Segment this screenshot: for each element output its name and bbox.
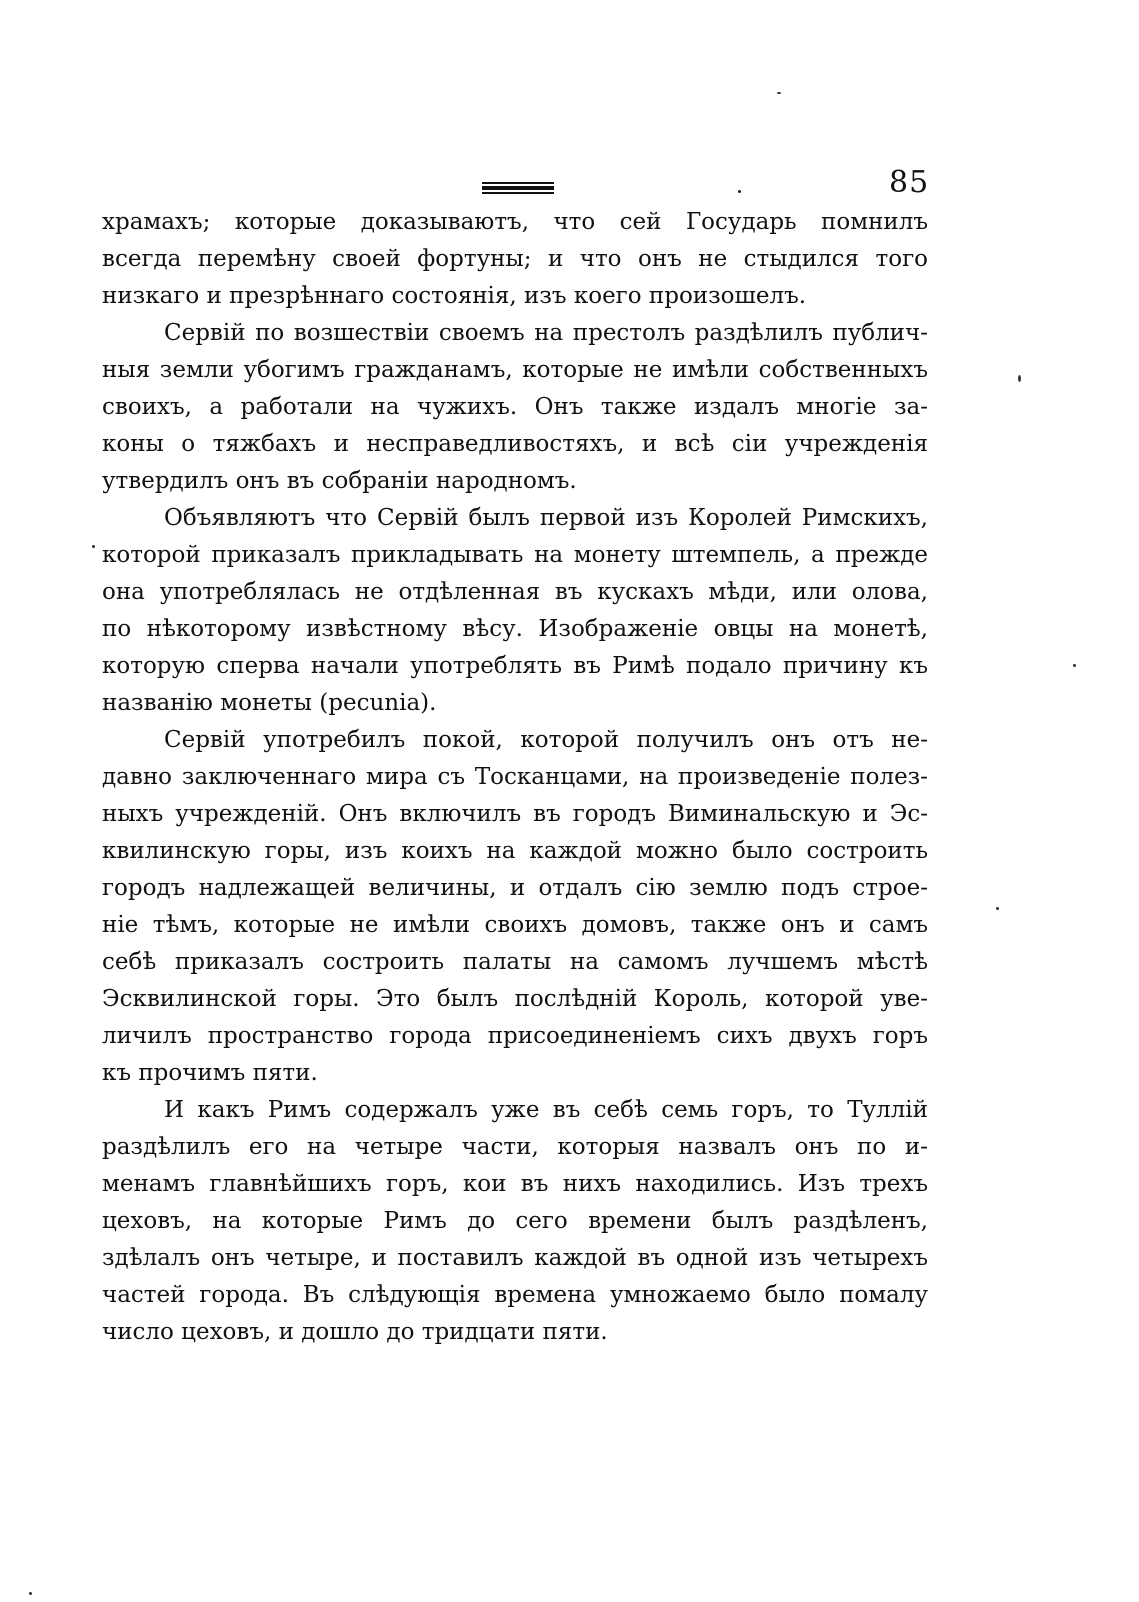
text-line: ныя земли убогимъ гражданамъ, которые не имѣли собственныхъ: [102, 357, 928, 383]
paragraph: [102, 1092, 928, 1351]
text-line: своихъ, а работали на чужихъ. Онъ также издалъ многіе за-: [102, 394, 928, 420]
text-line: ныхъ учрежденій. Онъ включилъ въ городъ Виминальскую и Эс-: [102, 801, 928, 827]
text-line: квилинскую горы, изъ коихъ на каждой можно было состроить: [102, 838, 928, 864]
text-line: которой приказалъ прикладывать на монету штемпель, а прежде: [102, 542, 928, 568]
page-number: 85: [889, 165, 930, 200]
text-line: низкаго и презрѣннаго состоянія, изъ коего произошелъ.: [102, 283, 807, 309]
header-ornament-rule: [482, 182, 554, 196]
text-line: себѣ приказалъ состроить палаты на самомъ лучшемъ мѣстѣ: [102, 949, 928, 975]
scan-speck: [92, 545, 95, 548]
text-line: менамъ главнѣйшихъ горъ, кои въ нихъ находились. Изъ трехъ: [102, 1171, 928, 1197]
text-line: Объявляютъ что Сервій былъ первой изъ Королей Римскихъ,: [164, 505, 928, 531]
text-line: храмахъ; которые доказываютъ, что сей Государь помнилъ: [102, 209, 928, 235]
scan-speck: [996, 907, 999, 910]
header-rule-line: [482, 186, 554, 190]
text-line: Эсквилинской горы. Это былъ послѣдній Король, которой уве-: [102, 986, 928, 1012]
text-line: личилъ пространство города присоединеніемъ сихъ двухъ горъ: [102, 1023, 928, 1049]
text-line: частей города. Въ слѣдующія времена умножаемо было помалу: [102, 1282, 928, 1308]
text-line: которую сперва начали употреблять въ Римѣ подало причину къ: [102, 653, 928, 679]
text-line: раздѣлилъ его на четыре части, которыя назвалъ онъ по и-: [102, 1134, 928, 1160]
text-line: она употреблялась не отдѣленная въ кускахъ мѣди, или олова,: [102, 579, 928, 605]
text-line: здѣлалъ онъ четыре, и поставилъ каждой въ одной изъ четырехъ: [102, 1245, 928, 1271]
text-line: коны о тяжбахъ и несправедливостяхъ, и всѣ сіи учрежденія: [102, 431, 928, 457]
scan-speck: [777, 92, 781, 94]
text-line: Сервій по возшествіи своемъ на престолъ раздѣлилъ публич-: [164, 320, 928, 346]
text-line: И какъ Римъ содержалъ уже въ себѣ семь горъ, то Туллій: [164, 1097, 928, 1123]
text-line: ніе тѣмъ, которые не имѣли своихъ домовъ, также онъ и самъ: [102, 912, 928, 938]
text-line: утвердилъ онъ въ собраніи народномъ.: [102, 468, 577, 494]
text-line: городъ надлежащей величины, и отдалъ сію землю подъ строе-: [102, 875, 928, 901]
header-dot: [738, 190, 741, 193]
body-text: [102, 204, 928, 1351]
text-line: число цеховъ, и дошло до тридцати пяти.: [102, 1319, 608, 1345]
paragraph: [102, 204, 928, 315]
text-line: къ прочимъ пяти.: [102, 1060, 318, 1086]
text-line: названію монеты (pecunia).: [102, 690, 437, 716]
paragraph: [102, 315, 928, 500]
scan-speck: [1073, 664, 1076, 667]
paragraph: [102, 500, 928, 722]
scan-speck: [1018, 375, 1021, 382]
scan-speck: [29, 1592, 32, 1595]
text-line: по нѣкоторому извѣстному вѣсу. Изображеніе овцы на монетѣ,: [102, 616, 928, 642]
text-line: всегда перемѣну своей фортуны; и что онъ не стыдился того: [102, 246, 928, 272]
text-line: цеховъ, на которые Римъ до сего времени былъ раздѣленъ,: [102, 1208, 928, 1234]
header-rule-line: [482, 192, 554, 194]
text-line: Сервій употребилъ покой, которой получилъ онъ отъ не-: [164, 727, 928, 753]
header-rule-line: [482, 182, 554, 184]
text-line: давно заключеннаго мира съ Тосканцами, на произведеніе полез-: [102, 764, 928, 790]
paragraph: [102, 722, 928, 1092]
